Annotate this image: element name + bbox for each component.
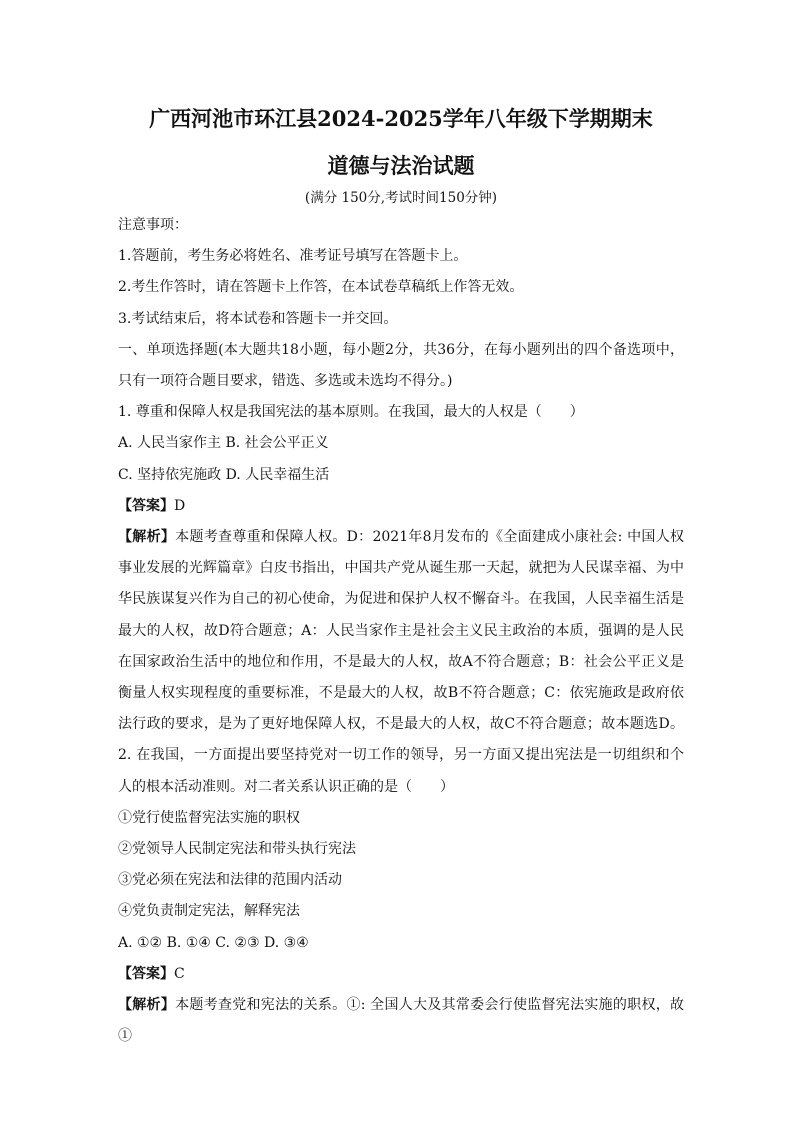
analysis-label: 【解析】 — [118, 997, 176, 1014]
question-1-stem: 1. 尊重和保障人权是我国宪法的基本原则。在我国，最大的人权是（ ） — [118, 404, 584, 421]
analysis-text: 本题考查党和宪法的关系。①: 全国人大及其常委会行使监督宪法实施的职权，故① — [118, 997, 685, 1045]
question-1-analysis: 华民族谋复兴作为自己的初心使命，为促进和保护人权不懈奋斗。在我国，人民幸福生活是 — [118, 591, 684, 608]
question-1-analysis: 衡量人权实现程度的重要标准，不是最大的人权，故B不符合题意；C：依宪施政是政府依 — [118, 685, 684, 702]
section-intro: 只有一项符合题目要求，错选、多选或未选均不得分。) — [118, 373, 453, 390]
question-2-options: A. ①② B. ①④ C. ②③ D. ③④ — [118, 934, 309, 951]
question-1-analysis — [118, 522, 684, 553]
question-1-options: C. 坚持依宪施政 D. 人民幸福生活 — [118, 466, 330, 483]
question-2-statement: ③党必须在宪法和法律的范围内活动 — [118, 872, 342, 889]
notice-heading: 注意事项： — [118, 217, 188, 233]
question-1-analysis: 事业发展的光辉篇章》白皮书指出，中国共产党从诞生那一天起，就把为人民谋幸福、为中 — [118, 560, 684, 577]
document-subject-title: 道德与法治试题 — [327, 153, 475, 178]
notice-item: 1.答题前，考生务必将姓名、准考证号填写在答题卡上。 — [118, 248, 468, 265]
question-2-statement: ①党行使监督宪法实施的职权 — [118, 809, 300, 826]
section-intro: 一、单项选择题(本大题共18小题，每小题2分，共36分，在每小题列出的四个备选项中， — [118, 341, 684, 358]
answer-label: 【答案】 — [118, 965, 174, 982]
notice-item: 2.考生作答时，请在答题卡上作答，在本试卷草稿纸上作答无效。 — [118, 279, 524, 296]
question-2-stem: 2. 在我国，一方面提出要坚持党对一切工作的领导，另一方面又提出宪法是一切组织和个 — [118, 747, 684, 764]
question-2-analysis — [118, 990, 684, 1052]
question-2-stem: 人的根本活动准则。对二者关系认识正确的是（ ） — [118, 778, 454, 795]
answer-value: D — [174, 497, 186, 514]
question-1-answer — [118, 491, 684, 522]
question-2-statement: ②党领导人民制定宪法和带头执行宪法 — [118, 841, 356, 858]
question-1-options: A. 人民当家作主 B. 社会公平正义 — [118, 435, 329, 452]
document-body — [118, 210, 684, 1052]
question-1-analysis: 法行政的要求，是为了更好地保障人权，不是最大的人权，故C不符合题意；故本题选D。 — [118, 716, 684, 733]
document-title: 广西河池市环江县2024-2025学年八年级下学期期末 — [149, 106, 653, 131]
question-1-analysis: 最大的人权，故D符合题意；A：人民当家作主是社会主义民主政治的本质，强调的是人民 — [118, 622, 684, 639]
question-1-analysis: 在国家政治生活中的地位和作用，不是最大的人权，故A不符合题意；B：社会公平正义是 — [118, 653, 684, 670]
document-page — [118, 100, 684, 1052]
answer-label: 【答案】 — [118, 497, 174, 514]
notice-item: 3.考试结束后，将本试卷和答题卡一并交回。 — [118, 310, 398, 327]
exam-info: (满分 150分,考试时间150分钟) — [304, 190, 498, 206]
answer-value: C — [174, 965, 185, 982]
question-2-statement: ④党负责制定宪法，解释宪法 — [118, 903, 300, 920]
analysis-label: 【解析】 — [118, 529, 176, 546]
analysis-text: 本题考查尊重和保障人权。D：2021年8月发布的《全面建成小康社会: 中国人权 — [175, 529, 684, 546]
question-2-answer — [118, 959, 684, 990]
